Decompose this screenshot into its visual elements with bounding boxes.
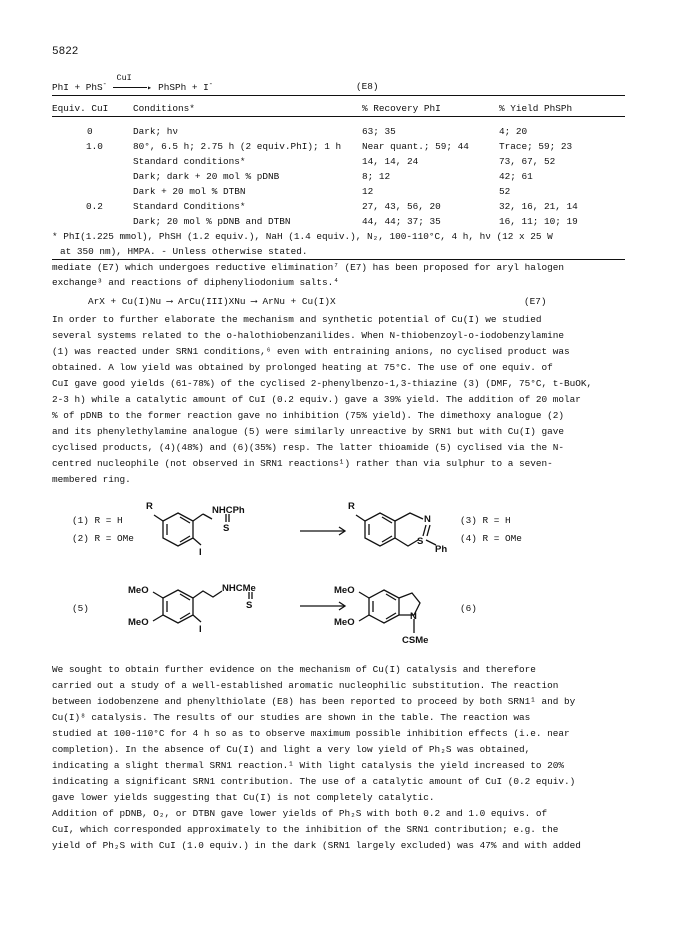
table-cell: Dark + 20 mol % DTBN: [133, 186, 246, 197]
e8-lhs-charge: -: [102, 81, 107, 89]
paragraph-line: (1) was reacted under SRN1 conditions,⁶ even with entraining anions, no cyclised product was: [52, 346, 570, 357]
atom-label: I: [199, 624, 202, 635]
table-footnote-line1: * PhI(1.225 mmol), PhSH (1.2 equiv.), NaH (1.4 equiv.), N₂, 100-110°C, 4 h, hν (12 x 25 W: [52, 231, 553, 242]
table-cell: 73, 67, 52: [499, 156, 556, 167]
equation-e7: ArX + Cu(I)Nu ⟶ ArCu(III)XNu ⟶ ArNu + Cu(I)X: [88, 296, 336, 307]
table-footnote-line2: at 350 nm), HMPA. - Unless otherwise stated.: [60, 246, 308, 257]
paragraph-line: mediate (E7) which undergoes reductive elimination⁷ (E7) has been proposed for aryl halogen: [52, 262, 564, 273]
table-cell: 44, 44; 37; 35: [362, 216, 441, 227]
table-cell: 16, 11; 10; 19: [499, 216, 578, 227]
paragraph-line: indicating a significant SRN1 contribution. The use of a catalytic amount of CuI (0.2 equiv.): [52, 776, 576, 787]
paragraph-line: between iodobenzene and phenylthiolate (E8) has been reported to proceed by both SRN1¹ and by: [52, 696, 576, 707]
table-cell: 42; 61: [499, 171, 533, 182]
atom-label: S: [223, 523, 230, 534]
atom-label: MeO: [128, 617, 149, 628]
table-cell: 80°, 6.5 h; 2.75 h (2 equiv.PhI); 1 h: [133, 141, 342, 152]
paragraph-line: 2-3 h) while a catalytic amount of CuI (0.2 equiv.) gave a 39% yield. The addition of 20 molar: [52, 394, 581, 405]
atom-label: N: [424, 514, 431, 525]
paragraph-line: indicating a slight thermal SRN1 reaction.¹ With light catalysis the yield increased to 20%: [52, 760, 564, 771]
paragraph-line: exchange³ and reactions of diphenyliodonium salts.⁴: [52, 277, 339, 288]
table-header-recovery: % Recovery PhI: [362, 103, 441, 114]
atom-label: MeO: [128, 585, 149, 596]
table-cell: 0: [87, 126, 93, 137]
atom-label: MeO: [334, 585, 355, 596]
paragraph-line: centred nucleophile (not observed in SRN1 reactions¹) rather than via sulphur to a seven-: [52, 458, 553, 469]
e8-catalyst: CuI: [116, 73, 132, 84]
scheme-label-4: (4) R = OMe: [460, 533, 522, 544]
e8-arrow: CuI ▸: [112, 82, 152, 93]
paragraph-line: and its phenylethylamine analogue (5) were similarly unreactive by SRN1 but with Cu(I) gave: [52, 426, 564, 437]
scheme-label-1: (1) R = H: [72, 515, 123, 526]
scheme-label-2: (2) R = OMe: [72, 533, 134, 544]
table-cell: 0.2: [86, 201, 103, 212]
table-cell: 14, 14, 24: [362, 156, 419, 167]
table-top-rule: [52, 95, 625, 96]
e7-label: (E7): [524, 296, 547, 307]
table-bottom-rule: [52, 259, 625, 260]
atom-label: I: [199, 547, 202, 558]
table-cell: 1.0: [86, 141, 103, 152]
table-cell: 32, 16, 21, 14: [499, 201, 578, 212]
atom-label: NHCMe: [222, 583, 256, 594]
atom-label: R: [348, 501, 355, 512]
paragraph-line: We sought to obtain further evidence on the mechanism of Cu(I) catalysis and therefore: [52, 664, 536, 675]
paragraph-line: carried out a study of a well-established aromatic nucleophilic substitution. The reaction: [52, 680, 559, 691]
page-number: 5822: [52, 46, 79, 58]
paragraph-line: membered ring.: [52, 474, 131, 485]
paragraph-line: completion). In the absence of Cu(I) and light a very low yield of Ph₂S was obtained,: [52, 744, 531, 755]
scheme-label-6: (6): [460, 603, 477, 614]
table-header-yield: % Yield PhSPh: [499, 103, 573, 114]
scheme-label-5: (5): [72, 603, 89, 614]
table-cell: Dark; hν: [133, 126, 179, 137]
table-cell: 27, 43, 56, 20: [362, 201, 441, 212]
paragraph-line: CuI, which corresponded approximately to the inhibition of the SRN1 contribution; e.g. the: [52, 824, 559, 835]
e8-rhs-charge: -: [208, 81, 213, 89]
scheme-label-3: (3) R = H: [460, 515, 511, 526]
paragraph-line: % of pDNB to the former reaction gave no inhibition (75% yield). The dimethoxy analogue (2): [52, 410, 564, 421]
atom-label: N: [410, 611, 417, 622]
paragraph-line: cyclised products, (4)(48%) and (6)(35%) resp. The latter thioamide (5) cyclised via the N-: [52, 442, 564, 453]
atom-label: Ph: [435, 544, 448, 555]
paragraph-line: CuI gave good yields (61-78%) of the cyclised 2-phenylbenzo-1,3-thiazine (3) (DMF, 75°C, t-BuOK,: [52, 378, 593, 389]
e8-lhs: PhI + PhS: [52, 82, 103, 94]
atom-label: MeO: [334, 617, 355, 628]
e8-label: (E8): [356, 81, 379, 92]
paragraph-line: yield of Ph₂S with CuI (1.0 equiv.) in the dark (SRN1 largely excluded) was 47% and with added: [52, 840, 581, 851]
atom-label: CSMe: [402, 635, 429, 646]
table-cell: 63; 35: [362, 126, 396, 137]
paragraph-line: In order to further elaborate the mechanism and synthetic potential of Cu(I) we studied: [52, 314, 542, 325]
paragraph-line: gave lower yields suggesting that Cu(I) is not completely catalytic.: [52, 792, 435, 803]
paragraph-line: Cu(I)⁸ catalysis. The results of our studies are shown in the table. The reaction was: [52, 712, 531, 723]
table-cell: Near quant.; 59; 44: [362, 141, 469, 152]
atom-label: R: [146, 501, 153, 512]
table-cell: Standard conditions*: [133, 156, 246, 167]
table-header-conditions: Conditions*: [133, 103, 195, 114]
table-header-rule: [52, 116, 625, 117]
paragraph-line: studied at 100-110°C for 4 h so as to observe maximum possible inhibition effects (i.e. near: [52, 728, 570, 739]
table-cell: Dark; dark + 20 mol % pDNB: [133, 171, 280, 182]
atom-label: S: [417, 536, 424, 547]
paragraph-line: Addition of pDNB, O₂, or DTBN gave lower yields of Ph₂S with both 0.2 and 1.0 equivs. of: [52, 808, 548, 819]
table-cell: Trace; 59; 23: [499, 141, 573, 152]
atom-label: NHCPh: [212, 505, 245, 516]
atom-label: S: [246, 600, 253, 611]
table-cell: 4; 20: [499, 126, 528, 137]
table-cell: 12: [362, 186, 374, 197]
table-cell: 52: [499, 186, 511, 197]
equation-e8: [52, 73, 213, 94]
table-cell: Standard Conditions*: [133, 201, 246, 212]
paragraph-line: several systems related to the o-halothiobenzanilides. When N-thiobenzoyl-o-iodobenzylamine: [52, 330, 564, 341]
paragraph-line: obtained. A low yield was obtained by prolonged heating at 75°C. The use of one equiv. of: [52, 362, 553, 373]
reaction-scheme: [0, 495, 680, 655]
table-cell: Dark; 20 mol % pDNB and DTBN: [133, 216, 291, 227]
e8-rhs: PhSPh + I: [158, 82, 209, 94]
table-cell: 8; 12: [362, 171, 391, 182]
table-header-equiv: Equiv. CuI: [52, 103, 109, 114]
